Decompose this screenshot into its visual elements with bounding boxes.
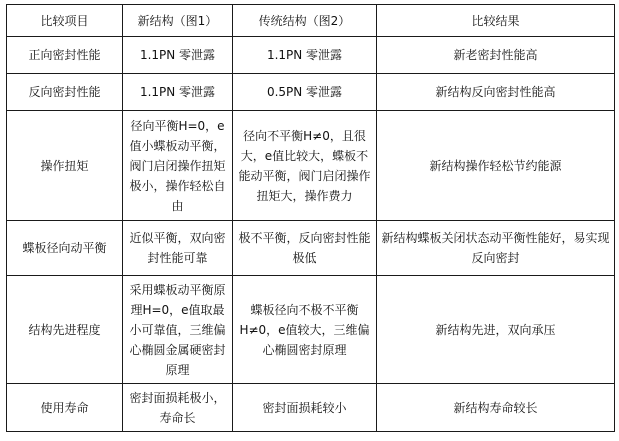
header-cell-new: 新结构（图1）	[123, 5, 233, 37]
cell-traditional: 0.5PN 零泄露	[233, 74, 377, 111]
row-label: 正向密封性能	[7, 37, 123, 74]
cell-new: 采用蝶板动平衡原理H=0，e值取最小可靠值，三维偏心椭圆金属硬密封原理	[123, 276, 233, 384]
cell-new: 1.1PN 零泄露	[123, 37, 233, 74]
cell-new: 1.1PN 零泄露	[123, 74, 233, 111]
cell-result: 新结构反向密封性能高	[377, 74, 615, 111]
cell-result: 新结构蝶板关闭状态动平衡性能好，易实现反向密封	[377, 221, 615, 276]
cell-new: 近似平衡，双向密封性能可靠	[123, 221, 233, 276]
cell-traditional: 密封面损耗较小	[233, 384, 377, 432]
cell-result: 新结构先进，双向承压	[377, 276, 615, 384]
cell-result: 新结构操作轻松节约能源	[377, 111, 615, 221]
row-label: 操作扭矩	[7, 111, 123, 221]
row-label: 结构先进程度	[7, 276, 123, 384]
table-row	[7, 111, 615, 221]
header-cell-result: 比较结果	[377, 5, 615, 37]
cell-result: 新结构寿命较长	[377, 384, 615, 432]
row-label: 反向密封性能	[7, 74, 123, 111]
cell-result: 新老密封性能高	[377, 37, 615, 74]
cell-traditional: 1.1PN 零泄露	[233, 37, 377, 74]
table-row	[7, 37, 615, 74]
cell-traditional: 极不平衡，反向密封性能极低	[233, 221, 377, 276]
cell-traditional: 蝶板径向不极不平衡H≠0，e值较大，三维偏心椭圆密封原理	[233, 276, 377, 384]
row-label: 蝶板径向动平衡	[7, 221, 123, 276]
comparison-table	[6, 4, 615, 432]
table-row	[7, 276, 615, 384]
cell-traditional: 径向不平衡H≠0，且很大，e值比较大，蝶板不能动平衡，阀门启闭操作扭矩大，操作费力	[233, 111, 377, 221]
cell-new: 径向平衡H=0，e值小蝶板动平衡，阀门启闭操作扭矩极小，操作轻松自由	[123, 111, 233, 221]
row-label: 使用寿命	[7, 384, 123, 432]
header-cell-traditional: 传统结构（图2）	[233, 5, 377, 37]
table-row	[7, 221, 615, 276]
header-cell-item: 比较项目	[7, 5, 123, 37]
table-row	[7, 384, 615, 432]
table-row	[7, 74, 615, 111]
table-header-row	[7, 5, 615, 37]
cell-new: 密封面损耗极小，寿命长	[123, 384, 233, 432]
